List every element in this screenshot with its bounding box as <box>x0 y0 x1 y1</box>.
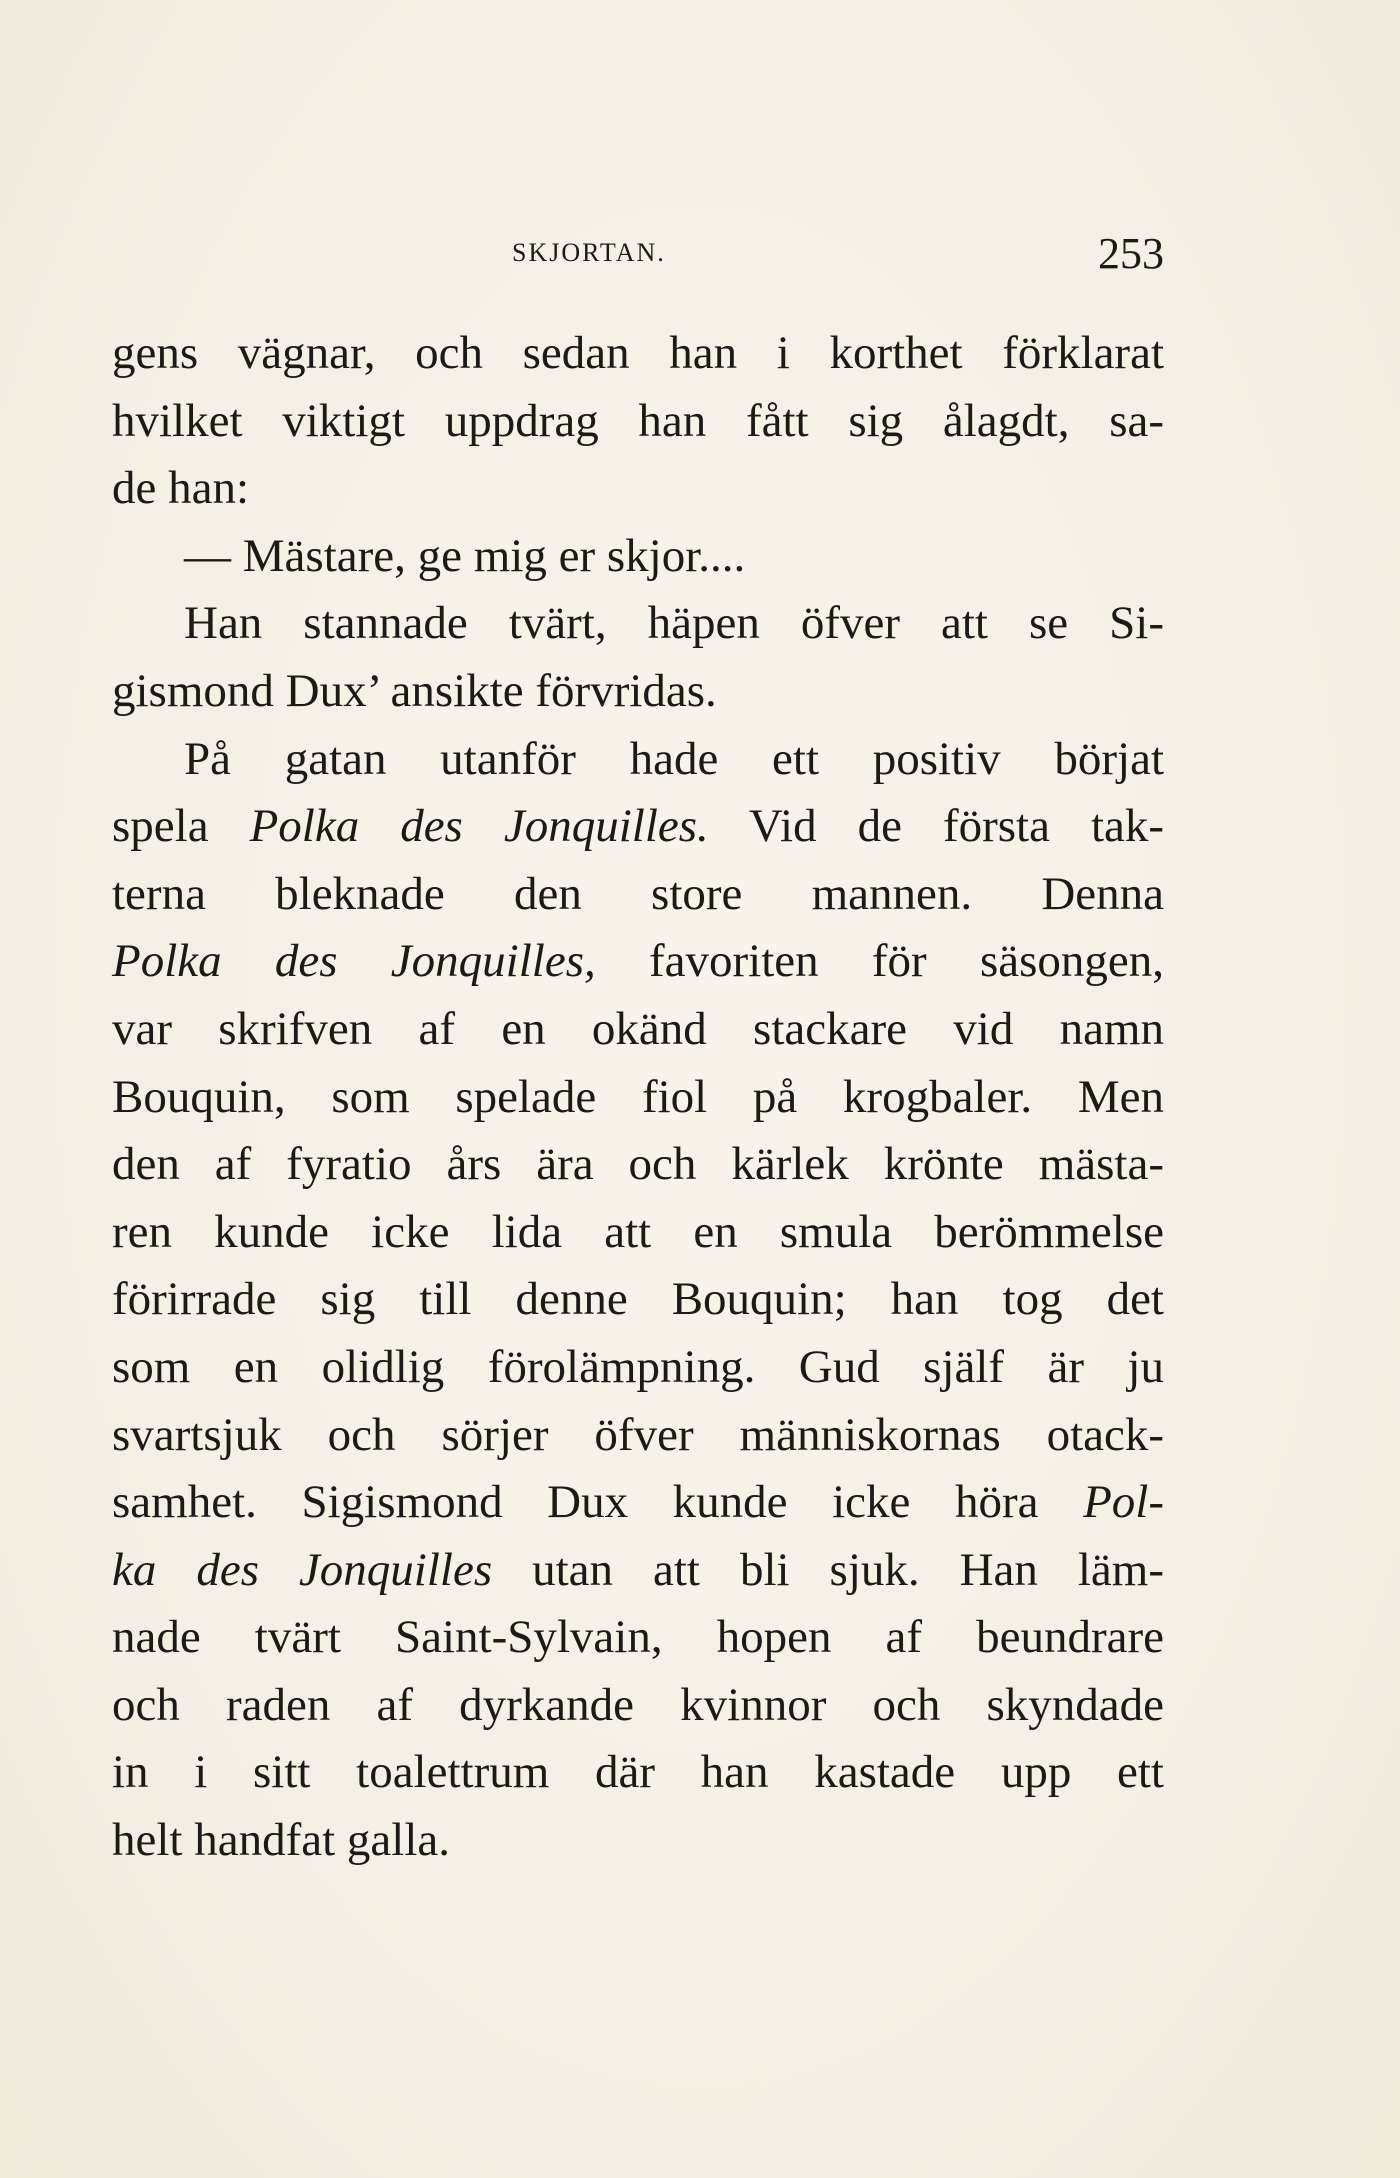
text-line: var skrifven af en okänd stackare vid namn <box>112 1002 1164 1055</box>
text-line: terna bleknade den store mannen. Denna <box>112 867 1164 920</box>
text-line: och raden af dyrkande kvinnor och skyndade <box>112 1678 1164 1731</box>
text-line: ren kunde icke lida att en smula berömmelse <box>112 1205 1164 1258</box>
text-line: de han: <box>112 462 250 515</box>
italic-title: Polka des Jonquilles, <box>112 935 596 988</box>
text-fragment: utan att bli sjuk. Han läm- <box>532 1543 1164 1596</box>
text-line: in i sitt toalettrum där han kastade upp ett <box>112 1746 1164 1799</box>
paragraph-start-line: På gatan utanför hade ett positiv börjat <box>184 732 1164 785</box>
text-fragment: spela <box>112 800 209 853</box>
text-line: helt handfat galla. <box>112 1814 450 1867</box>
text-line: hvilket viktigt uppdrag han fått sig ålagdt, sa- <box>112 394 1164 447</box>
italic-title: Pol- <box>1083 1476 1165 1529</box>
text-line: gens vägnar, och sedan han i korthet förklarat <box>112 327 1164 379</box>
text-line: Bouquin, som spelade fiol på krogbaler. Men <box>112 1070 1164 1123</box>
running-head <box>112 228 1164 288</box>
text-line <box>112 1537 1164 1605</box>
italic-title: Polka des Jonquilles. <box>249 800 709 853</box>
italic-title: ka des Jonquilles <box>112 1543 493 1596</box>
text-fragment: favoriten för säsongen, <box>649 935 1165 988</box>
text-line: förirrade sig till denne Bouquin; han tog det <box>112 1273 1164 1326</box>
dialogue-line: — Mästare, ge mig er skjor.... <box>184 529 746 582</box>
text-line <box>112 793 1164 861</box>
text-line: som en olidlig förolämpning. Gud själf är ju <box>112 1340 1164 1393</box>
text-fragment: Vid de första tak- <box>748 800 1165 853</box>
paragraph-start-line: Han stannade tvärt, häpen öfver att se Si- <box>184 597 1164 650</box>
text-line <box>112 1469 1164 1537</box>
text-line: den af fyratio års ära och kärlek krönte mästa- <box>112 1138 1164 1191</box>
text-line: svartsjuk och sörjer öfver människornas otack- <box>112 1408 1164 1461</box>
text-line <box>112 928 1164 996</box>
text-fragment: samhet. Sigismond Dux kunde icke höra <box>112 1476 1039 1529</box>
running-title: SKJORTAN. <box>512 238 666 267</box>
page-number: 253 <box>1098 229 1164 278</box>
text-line: nade tvärt Saint-Sylvain, hopen af beundrare <box>112 1611 1164 1664</box>
text-line: gismond Dux’ ansikte förvridas. <box>112 664 717 717</box>
body-text <box>112 320 1164 1875</box>
